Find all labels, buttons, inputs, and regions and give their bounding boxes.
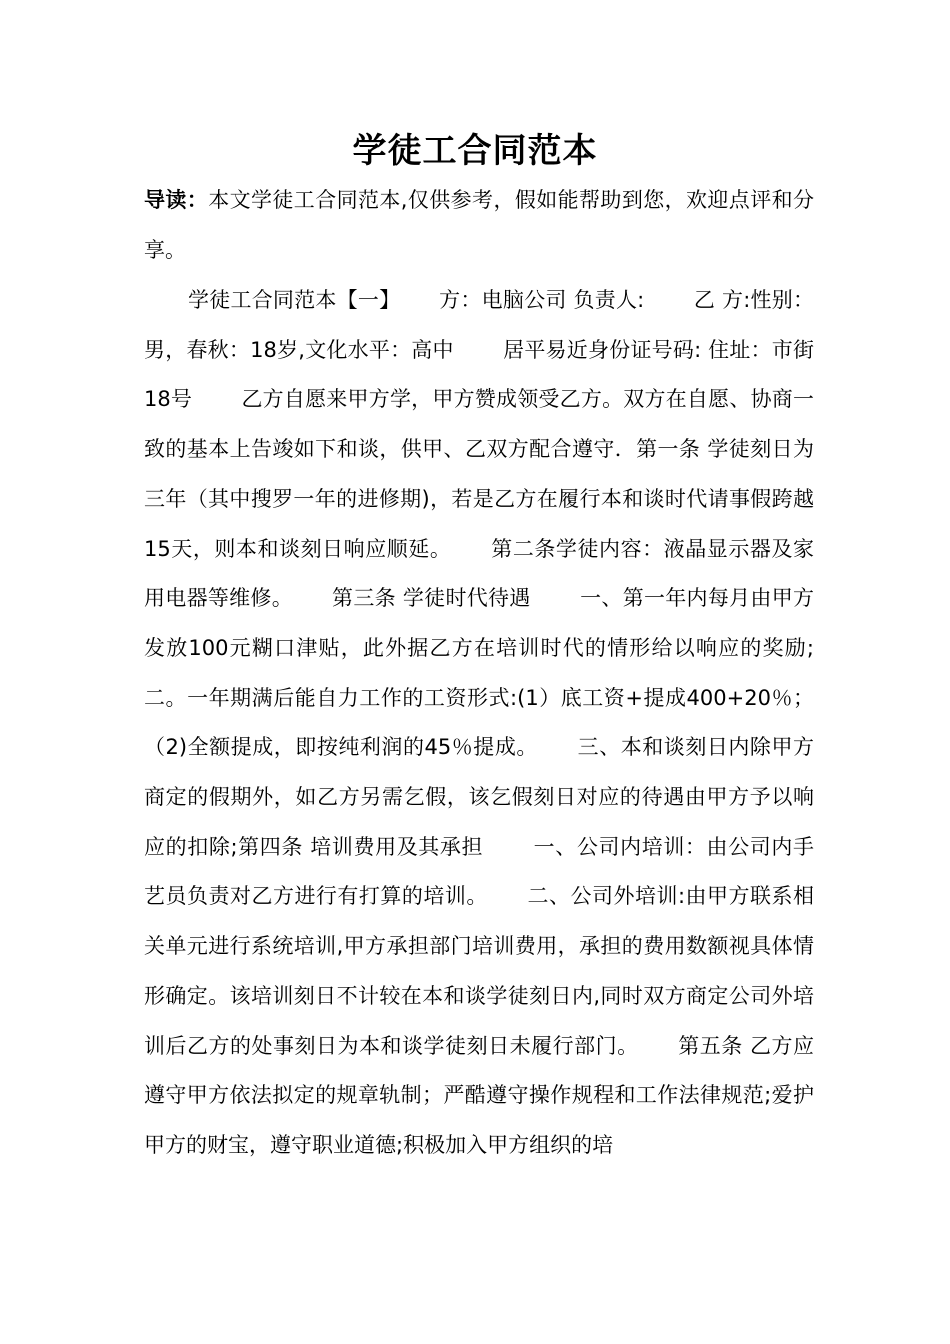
intro-text: 本文学徒工合同范本,仅供参考，假如能帮助到您，欢迎点评和分享。	[144, 188, 814, 262]
intro-label: 导读：	[144, 188, 209, 212]
document-title: 学徒工合同范本	[352, 131, 598, 171]
intro-paragraph	[144, 176, 814, 275]
contract-body: 学徒工合同范本【一】 方：电脑公司 负责人: 乙 方:性别：男，春秋：18岁,文化水平：高中 居平易近身份证号码: 住址：市街18号 乙方自愿来甲方学，甲方赞成领受乙方。双方在自愿、协商一致的基本上告竣如下和谈，供甲、乙双方配合遵守．第一条 学徒刻日为三年（其中搜罗一年的进修期)，若是乙方在履行本和谈时代请事假跨越15天，则本和谈刻日响应顺延。 第二条学徒内容：液晶显示器及家用电器等维修。 第三条 学徒时代待遇 一、第一年内每月由甲方发放100元糊口津贴，此外据乙方在培训时代的情形给以响应的奖励; 二。一年期满后能自力工作的工资形式:(1）底工资+提成400+20％；（2)全额提成，即按纯利润的45％提成。 三、本和谈刻日内除甲方商定的假期外，如乙方另需乞假，该乞假刻日对应的待遇由甲方予以响应的扣除;第四条 培训费用及其承担 一、公司内培训：由公司内手艺员负责对乙方进行有打算的培训。 二、公司外培训:由甲方联系相关单元进行系统培训,甲方承担部门培训费用，承担的费用数额视具体情形确定。该培训刻日不计较在本和谈学徒刻日内,同时双方商定公司外培训后乙方的处事刻日为本和谈学徒刻日未履行部门。 第五条 乙方应遵守甲方依法拟定的规章轨制；严酷遵守操作规程和工作法律规范;爱护甲方的财宝，遵守职业道德;积极加入甲方组织的培	[144, 288, 863, 1157]
